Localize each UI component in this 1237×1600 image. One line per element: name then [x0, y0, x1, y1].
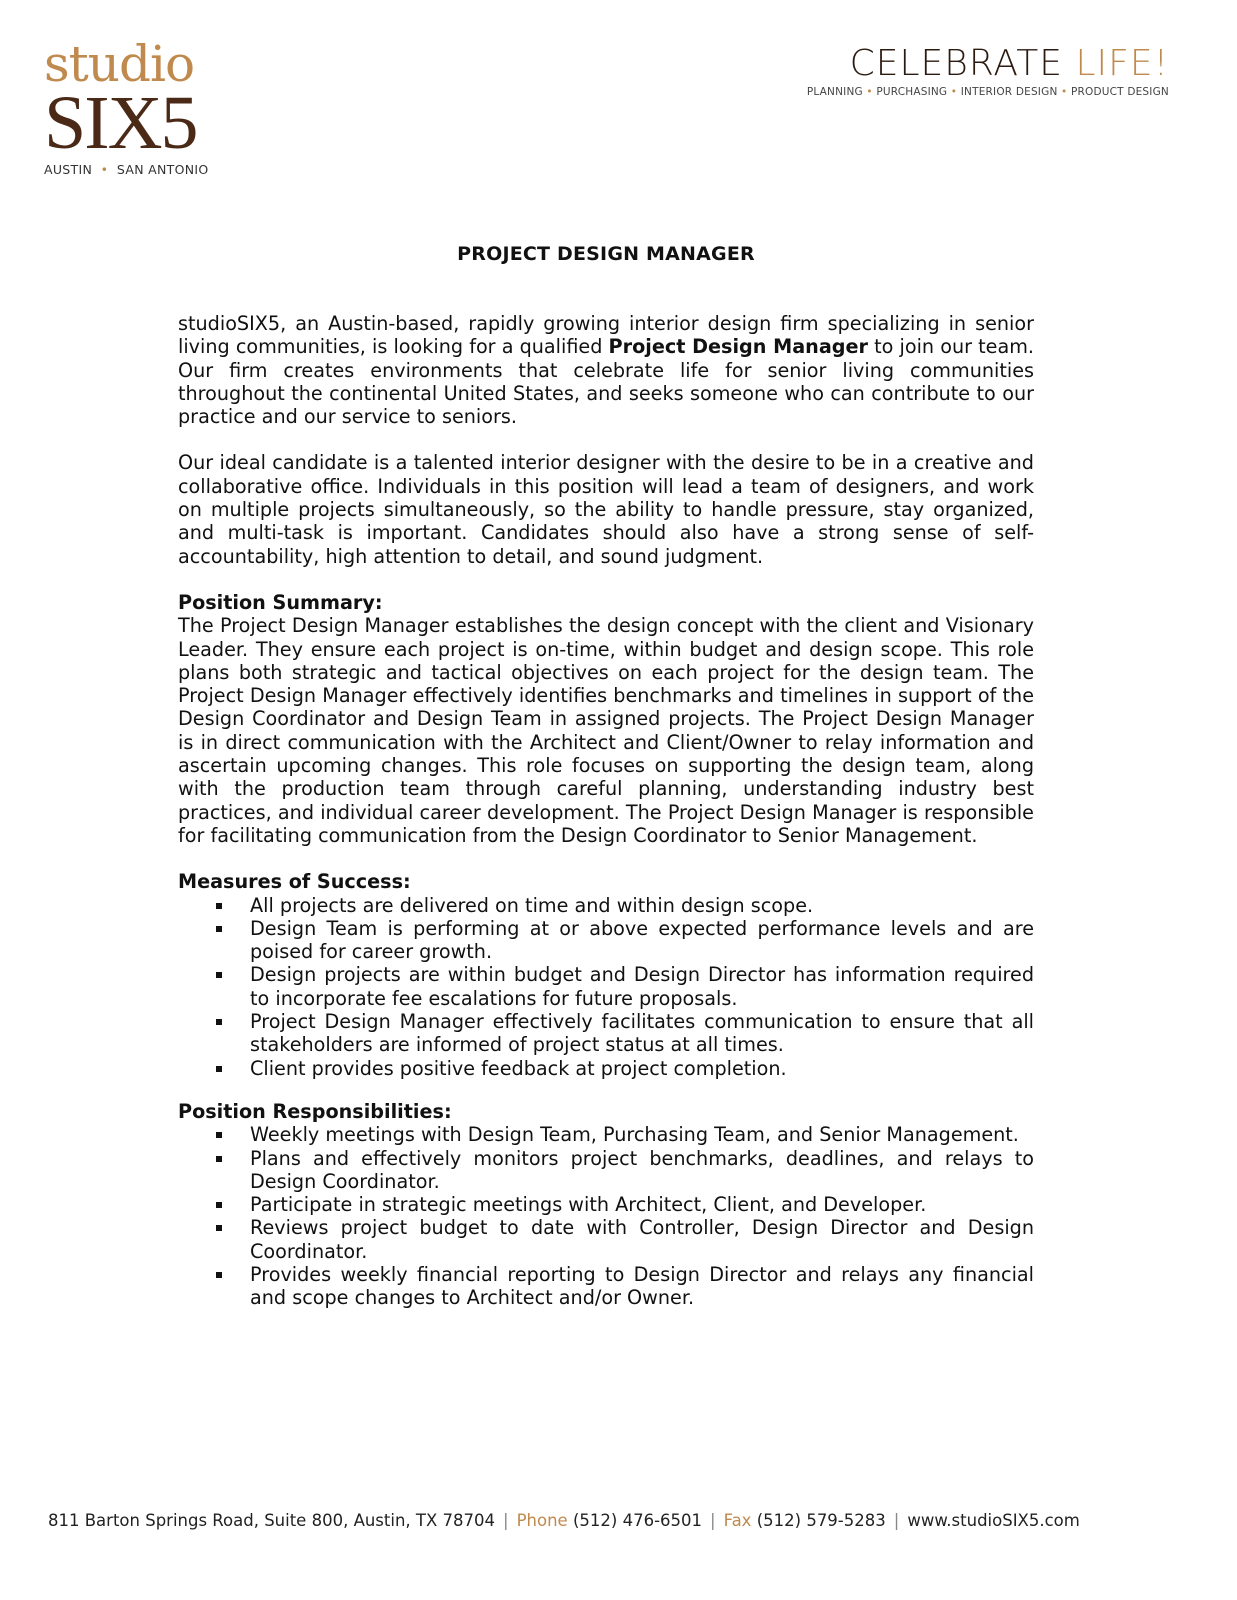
- document-title: PROJECT DESIGN MANAGER: [457, 243, 755, 265]
- list-item: Project Design Manager effectively facilitates communication to ensure that all stakeholders are informed of project status at all times.: [178, 1010, 1034, 1057]
- logo-six5: SIX5: [44, 81, 197, 165]
- tagline: [807, 44, 1169, 98]
- city-san-antonio: SAN ANTONIO: [116, 162, 209, 177]
- dot-separator: •: [96, 162, 113, 177]
- service: PRODUCT DESIGN: [1070, 86, 1169, 98]
- service: PLANNING: [806, 86, 863, 98]
- phone-label: Phone: [516, 1511, 568, 1530]
- tagline-headline: [807, 44, 1169, 84]
- list-item: Design Team is performing at or above expected performance levels and are poised for career growth.: [178, 917, 1034, 964]
- service: INTERIOR DESIGN: [960, 86, 1058, 98]
- footer: 811 Barton Springs Road, Suite 800, Austin, TX 78704 | Phone (512) 476-6501 | Fax (512) 579-5283 | www.studioSIX5.com: [48, 1511, 1080, 1530]
- list-item: Reviews project budget to date with Controller, Design Director and Design Coordinator.: [178, 1216, 1034, 1263]
- measures-heading: Measures of Success:: [178, 870, 411, 894]
- summary-text: The Project Design Manager establishes the design concept with the client and Visionary Leader. They ensure each project is on-time, within budget and design scope. This role plans both strategic and tactical objectives on each project for the design team. The Project Design Manager effectively identifies benchmarks and timelines in support of the Design Coordinator and Design Team in assigned projects. The Project Design Manager is in direct communication with the Architect and Client/Owner to relay information and ascertain upcoming changes. This role focuses on supporting the design team, along with the production team through careful planning, understanding industry best practices, and individual career development. The Project Design Manager is responsible for facilitating communication from the Design Coordinator to Senior Management.: [178, 614, 1034, 847]
- intro-paragraph-2: Our ideal candidate is a talented interior designer with the desire to be in a creative and collaborative office. Individuals in this position will lead a team of designers, and work on multiple projects simultaneously, so the ability to handle pressure, stay organized, and multi-task is important. Candidates should also have a strong sense of self-accountability, high attention to detail, and sound judgment.: [178, 451, 1034, 568]
- responsibilities-list: [178, 1123, 1034, 1309]
- list-item: Client provides positive feedback at project completion.: [178, 1057, 1034, 1080]
- fax-number: (512) 579-5283: [756, 1511, 886, 1530]
- list-item: Plans and effectively monitors project benchmarks, deadlines, and relays to Design Coordinator.: [178, 1147, 1034, 1194]
- intro-paragraph-1: studioSIX5, an Austin-based, rapidly growing interior design firm specializing in senior living communities, is looking for a qualified Project Design Manager to join our team. Our firm creates environments that celebrate life for senior living communities throughout the continental United States, and seeks someone who can contribute to our practice and our service to seniors.: [178, 312, 1034, 429]
- responsibilities-heading: Position Responsibilities:: [178, 1099, 452, 1123]
- list-item: All projects are delivered on time and within design scope.: [178, 894, 1034, 917]
- tagline-celebrate: CELEBRATE: [849, 43, 1063, 84]
- list-item: Participate in strategic meetings with Architect, Client, and Developer.: [178, 1193, 1034, 1216]
- tagline-life: LIFE!: [1075, 43, 1169, 84]
- list-item: Weekly meetings with Design Team, Purchasing Team, and Senior Management.: [178, 1123, 1034, 1146]
- company-logo: [44, 35, 244, 177]
- phone-number: (512) 476-6501: [572, 1511, 703, 1530]
- fax-label: Fax: [723, 1511, 752, 1530]
- tagline-services: PLANNING • PURCHASING • INTERIOR DESIGN • PRODUCT DESIGN: [806, 86, 1169, 98]
- logo-cities: [44, 162, 244, 177]
- list-item: Design projects are within budget and Design Director has information required to incorporate fee escalations for future proposals.: [178, 963, 1034, 1010]
- service: PURCHASING: [876, 86, 948, 98]
- list-item: Provides weekly financial reporting to Design Director and relays any financial and scope changes to Architect and/or Owner.: [178, 1263, 1034, 1310]
- logo-studio: studio: [44, 35, 195, 93]
- document-body: [178, 312, 1034, 1330]
- summary-heading: Position Summary:: [178, 590, 383, 614]
- footer-address: 811 Barton Springs Road, Suite 800, Austin, TX 78704: [48, 1511, 496, 1530]
- website-link[interactable]: www.studioSIX5.com: [907, 1511, 1080, 1530]
- measures-list: [178, 894, 1034, 1080]
- city-austin: AUSTIN: [44, 162, 93, 177]
